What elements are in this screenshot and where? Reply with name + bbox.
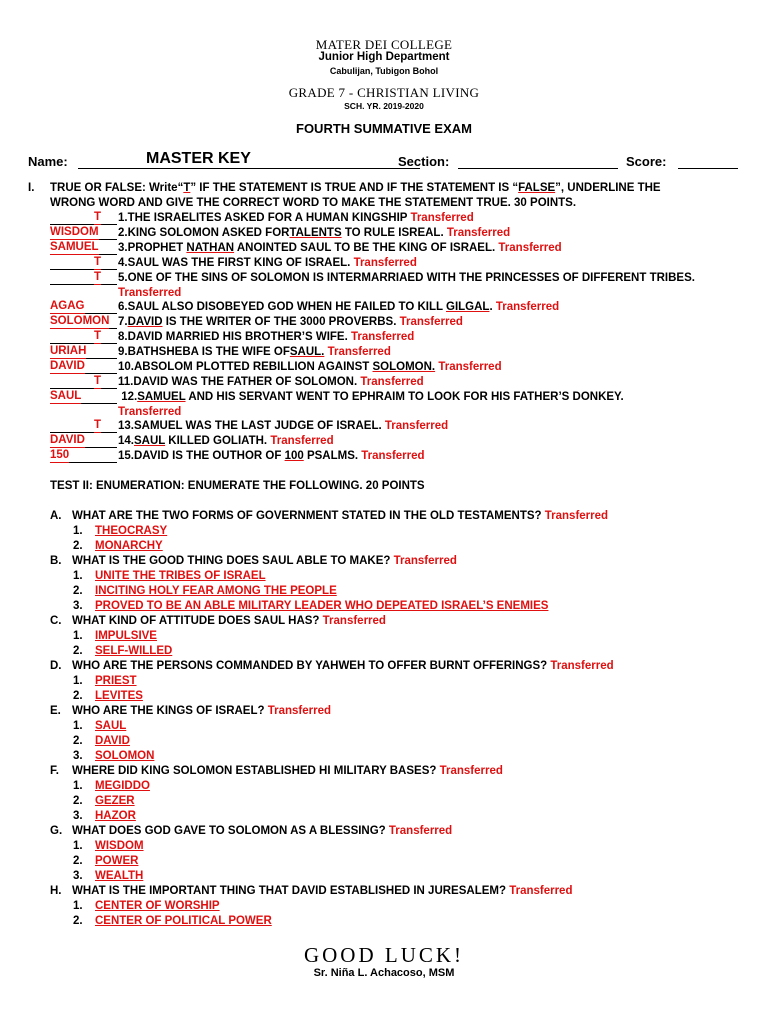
enum-question-letter: B. — [50, 555, 62, 567]
enum-answer: HAZOR — [95, 810, 136, 822]
tf-answer-blank[interactable] — [50, 361, 117, 374]
student-info-line — [28, 150, 740, 172]
tf-underlined-word: GILGAL — [446, 301, 490, 313]
tf-answer: SAUL — [50, 390, 82, 402]
enum-answer: SELF-WILLED — [95, 645, 173, 657]
tf-item — [50, 300, 559, 314]
tf-item — [50, 256, 417, 270]
enum-question-text: WHO ARE THE PERSONS COMMANDED BY YAHWEH TO OFFER BURNT OFFERINGS? — [72, 660, 551, 672]
transferred-tag: Transferred — [360, 376, 424, 388]
enum-answer-item — [73, 809, 136, 823]
tf-answer: URIAH — [50, 345, 87, 357]
tf-answer-blank[interactable] — [50, 450, 117, 463]
enum-answer-number: 3. — [73, 810, 83, 822]
school-name: MATER DEI COLLEGE — [315, 37, 453, 52]
enum-answer-item — [73, 644, 172, 658]
exam-title: FOURTH SUMMATIVE EXAM — [296, 121, 472, 136]
tf-item — [50, 449, 425, 463]
tf-answer-blank[interactable] — [50, 227, 117, 240]
teacher-name: Sr. Niña L. Achacoso, MSM — [313, 967, 455, 979]
transferred-tag: Transferred — [118, 406, 182, 418]
enum-question-text: WHAT ARE THE TWO FORMS OF GOVERNMENT STATED IN THE OLD TESTAMENTS? — [72, 510, 545, 522]
enum-question — [50, 614, 386, 628]
enum-answer-item — [73, 674, 137, 688]
enum-answer: SOLOMON — [95, 750, 155, 762]
tf-answer: SOLOMON — [50, 315, 110, 327]
transferred-tag: Transferred — [550, 660, 614, 672]
enum-answer: PRIEST — [95, 675, 137, 687]
tf-answer: T — [94, 256, 102, 268]
tf-item — [50, 315, 463, 329]
tf-answer-blank[interactable] — [50, 272, 117, 285]
tf-answer-blank[interactable] — [50, 242, 117, 255]
tf-item — [50, 419, 448, 433]
tf-answer-blank[interactable] — [50, 346, 117, 359]
test1-instruction-line2: WRONG WORD AND GIVE THE CORRECT WORD TO MAKE THE STATEMENT TRUE. 30 POINTS. — [50, 197, 577, 209]
enum-answer-item — [73, 869, 143, 883]
tf-statement: 5.ONE OF THE SINS OF SOLOMON IS INTERMARRIAED WITH THE PRINCESSES OF DIFFERENT TRIBES. — [118, 272, 695, 284]
tf-item — [50, 434, 334, 448]
enum-answer-item — [73, 899, 220, 913]
test1-number: I. — [28, 182, 35, 194]
tf-underlined-word: DAVID — [127, 316, 163, 328]
transferred-tag: Transferred — [399, 316, 463, 328]
transferred-tag: Transferred — [267, 705, 331, 717]
enum-answer-number: 2. — [73, 915, 83, 927]
enum-question-letter: G. — [50, 825, 63, 837]
tf-statement: 9.BATHSHEBA IS THE WIFE OF — [118, 346, 290, 358]
transferred-tag: Transferred — [393, 555, 457, 567]
enum-answer-number: 3. — [73, 600, 83, 612]
enum-answer: POWER — [95, 855, 139, 867]
enum-answer-number: 2. — [73, 645, 83, 657]
tf-item — [50, 360, 502, 374]
good-luck: GOOD LUCK! — [303, 943, 465, 967]
enum-answer-number: 2. — [73, 855, 83, 867]
tf-item — [50, 345, 391, 359]
transferred-tag: Transferred — [509, 885, 573, 897]
tf-statement: 10.ABSOLOM PLOTTED REBILLION AGAINST — [118, 361, 373, 373]
name-value: MASTER KEY — [146, 150, 251, 167]
tf-statement-end: AND HIS SERVANT WENT TO EPHRAIM TO LOOK FOR HIS FATHER’S DONKEY. — [185, 391, 624, 403]
enum-question-letter: C. — [50, 615, 62, 627]
enum-question-text: WHAT KIND OF ATTITUDE DOES SAUL HAS? — [72, 615, 323, 627]
enum-answer-number: 1. — [73, 630, 83, 642]
enum-answer-number: 1. — [73, 780, 83, 792]
department: Junior High Department — [318, 51, 450, 63]
tf-statement: 11.DAVID WAS THE FATHER OF SOLOMON. — [118, 376, 358, 388]
enum-answer-number: 1. — [73, 675, 83, 687]
enum-answer-item — [73, 734, 130, 748]
enum-question-text: WHAT IS THE GOOD THING DOES SAUL ABLE TO MAKE? — [72, 555, 394, 567]
enum-answer: THEOCRASY — [95, 525, 168, 537]
tf-answer: AGAG — [50, 300, 85, 312]
tf-underlined-word: SAMUEL — [137, 391, 186, 403]
enum-answer: DAVID — [95, 735, 130, 747]
enum-question — [50, 509, 608, 523]
tf-statement-end: IS THE WRITER OF THE 3000 PROVERBS. — [162, 316, 397, 328]
tf-statement: 14. — [118, 435, 134, 447]
tf-answer: DAVID — [50, 360, 85, 372]
transferred-tag: Transferred — [384, 420, 449, 432]
enum-question-text: WHAT IS THE IMPORTANT THING THAT DAVID ESTABLISHED IN JURESALEM? — [72, 885, 510, 897]
enum-question — [50, 659, 614, 673]
tf-answer: DAVID — [50, 434, 85, 446]
enum-answer-number: 1. — [73, 840, 83, 852]
score-label: Score: — [626, 154, 667, 169]
tf-item — [50, 375, 424, 389]
tf-answer: WISDOM — [50, 226, 99, 238]
grade-subject: GRADE 7 - CHRISTIAN LIVING — [288, 85, 480, 100]
name-field[interactable] — [78, 168, 420, 169]
transferred-tag: Transferred — [439, 765, 503, 777]
tf-statement: 4.SAUL WAS THE FIRST KING OF ISRAEL. — [118, 257, 351, 269]
enum-answer: UNITE THE TRIBES OF ISRAEL — [95, 570, 266, 582]
enum-answer-item — [73, 689, 143, 703]
tf-statement: 12. — [118, 391, 138, 403]
tf-answer: T — [94, 271, 102, 283]
tf-statement: 8.DAVID MARRIED HIS BROTHER’S WIFE. — [118, 331, 348, 343]
name-label: Name: — [28, 154, 68, 169]
enum-question — [50, 824, 452, 838]
enum-answer-number: 3. — [73, 870, 83, 882]
tf-statement: 7. — [118, 316, 128, 328]
enum-question-letter: D. — [50, 660, 62, 672]
enum-question — [50, 884, 572, 898]
enum-answer-number: 1. — [73, 570, 83, 582]
school-year: SCH. YR. 2019-2020 — [344, 101, 424, 111]
tf-answer: T — [94, 211, 102, 223]
section-field[interactable] — [458, 168, 618, 169]
tf-item — [50, 390, 624, 404]
tf-underlined-word: SOLOMON. — [372, 361, 436, 373]
enum-answer-item — [73, 524, 167, 538]
tf-answer: SAMUEL — [50, 241, 99, 253]
enum-answer-item — [73, 719, 126, 733]
enum-answer-number: 2. — [73, 690, 83, 702]
transferred-tag: Transferred — [270, 435, 334, 447]
tf-underlined-word: NATHAN — [186, 242, 235, 254]
tf-answer: 150 — [50, 449, 70, 461]
enum-answer: INCITING HOLY FEAR AMONG THE PEOPLE — [95, 585, 337, 597]
transferred-tag: Transferred — [446, 227, 511, 239]
enum-answer-number: 1. — [73, 525, 83, 537]
enum-answer-number: 1. — [73, 720, 83, 732]
tf-underlined-word: 100 — [284, 450, 304, 462]
enum-answer: GEZER — [95, 795, 135, 807]
enum-answer-item — [73, 854, 138, 868]
enum-answer: CENTER OF WORSHIP — [95, 900, 220, 912]
enum-answer-number: 1. — [73, 900, 83, 912]
transferred-tag: Transferred — [361, 450, 425, 462]
tf-statement-end: KILLED GOLIATH. — [165, 435, 268, 447]
enum-answer: LEVITES — [95, 690, 143, 702]
tf-item — [50, 271, 695, 285]
tf-item — [50, 211, 474, 225]
transferred-tag: Transferred — [327, 346, 391, 358]
tf-statement-end: ANOINTED SAUL TO BE THE KING OF ISRAEL. — [234, 242, 496, 254]
test2-title: TEST II: ENUMERATION: ENUMERATE THE FOLLOWING. 20 POINTS — [50, 480, 425, 492]
enum-answer-item — [73, 599, 548, 613]
tf-statement: 6.SAUL ALSO DISOBEYED GOD WHEN HE FAILED TO KILL — [118, 301, 446, 313]
transferred-tag: Transferred — [118, 287, 182, 299]
transferred-tag: Transferred — [544, 510, 609, 522]
enum-answer-item — [73, 914, 272, 928]
tf-answer-blank[interactable] — [50, 257, 117, 270]
enum-answer: PROVED TO BE AN ABLE MILITARY LEADER WHO DEPEATED ISRAEL’S ENEMIES — [95, 600, 549, 612]
enum-answer: WEALTH — [95, 870, 144, 882]
tf-answer-blank[interactable] — [50, 376, 117, 389]
enum-question-letter: F. — [50, 765, 59, 777]
tf-item — [50, 330, 414, 344]
test1-instruction-line1: I. TRUE OR FALSE: Write“T” IF THE STATEMENT IS TRUE AND IF THE STATEMENT IS “FALSE”, UNDERLINE THE — [28, 182, 661, 194]
transferred-tag: Transferred — [322, 615, 386, 627]
tf-answer: T — [94, 419, 102, 431]
tf-answer-blank[interactable] — [50, 420, 117, 433]
transferred-tag: Transferred — [498, 242, 562, 254]
tf-answer-blank[interactable] — [50, 212, 117, 225]
enum-answer-item — [73, 569, 266, 583]
enum-answer-item — [73, 629, 157, 643]
enum-question-text: WHO ARE THE KINGS OF ISRAEL? — [72, 705, 268, 717]
tf-statement-end: PSALMS. — [303, 450, 359, 462]
transferred-tag: Transferred — [351, 331, 415, 343]
section-label: Section: — [398, 154, 450, 169]
enum-question-text: WHERE DID KING SOLOMON ESTABLISHED HI MILITARY BASES? — [72, 765, 440, 777]
enum-answer-item — [73, 839, 144, 853]
enum-answer-item — [73, 539, 163, 553]
enum-question — [50, 554, 457, 568]
enum-answer: MONARCHY — [95, 540, 163, 552]
tf-answer-blank[interactable] — [50, 301, 117, 314]
enum-answer: WISDOM — [95, 840, 144, 852]
enum-question-letter: A. — [50, 510, 62, 522]
enum-answer: CENTER OF POLITICAL POWER — [95, 915, 272, 927]
enum-answer-number: 3. — [73, 750, 83, 762]
enum-answer-item — [73, 749, 154, 763]
enum-answer-number: 2. — [73, 540, 83, 552]
transferred-tag: Transferred — [438, 361, 502, 373]
enum-question-text: WHAT DOES GOD GAVE TO SOLOMON AS A BLESSING? — [72, 825, 389, 837]
tf-item — [50, 226, 510, 240]
tf-statement: 3.PROPHET — [118, 242, 187, 254]
transferred-tag: Transferred — [388, 825, 453, 837]
enum-answer-number: 2. — [73, 795, 83, 807]
tf-answer: T — [94, 330, 102, 342]
tf-statement: 13.SAMUEL WAS THE LAST JUDGE OF ISRAEL. — [118, 420, 382, 432]
enum-question-letter: H. — [50, 885, 62, 897]
enum-answer: IMPULSIVE — [95, 630, 157, 642]
transferred-tag: Transferred — [353, 257, 417, 269]
transferred-tag: Transferred — [495, 301, 560, 313]
tf-statement-end: . — [489, 301, 493, 313]
tf-answer-blank[interactable] — [50, 316, 117, 329]
tf-underlined-word: SAUL — [134, 435, 166, 447]
tf-item — [50, 241, 562, 255]
tf-statement: 2.KING SOLOMON ASKED FOR — [118, 227, 290, 239]
enum-answer-number: 2. — [73, 585, 83, 597]
transferred-tag: Transferred — [410, 212, 474, 224]
address: Cabulijan, Tubigon Bohol — [329, 66, 439, 76]
enum-answer-item — [73, 794, 135, 808]
tf-statement-end: TO RULE ISREAL. — [341, 227, 444, 239]
enum-answer: MEGIDDO — [95, 780, 150, 792]
enum-answer-item — [73, 779, 150, 793]
enum-answer: SAUL — [95, 720, 127, 732]
tf-answer-blank[interactable] — [50, 391, 117, 404]
enum-answer-item — [73, 584, 337, 598]
tf-answer-blank[interactable] — [50, 331, 117, 344]
tf-answer-blank[interactable] — [50, 435, 117, 448]
tf-underlined-word: SAUL. — [289, 346, 325, 358]
tf-answer: T — [94, 375, 102, 387]
enum-answer-number: 2. — [73, 735, 83, 747]
enum-question — [50, 704, 331, 718]
enum-question — [50, 764, 503, 778]
tf-statement: 1.THE ISRAELITES ASKED FOR A HUMAN KINGSHIP — [118, 212, 408, 224]
enum-question-letter: E. — [50, 705, 61, 717]
score-field[interactable] — [678, 168, 738, 169]
tf-underlined-word: TALENTS — [289, 227, 342, 239]
tf-statement: 15.DAVID IS THE OUTHOR OF — [118, 450, 285, 462]
